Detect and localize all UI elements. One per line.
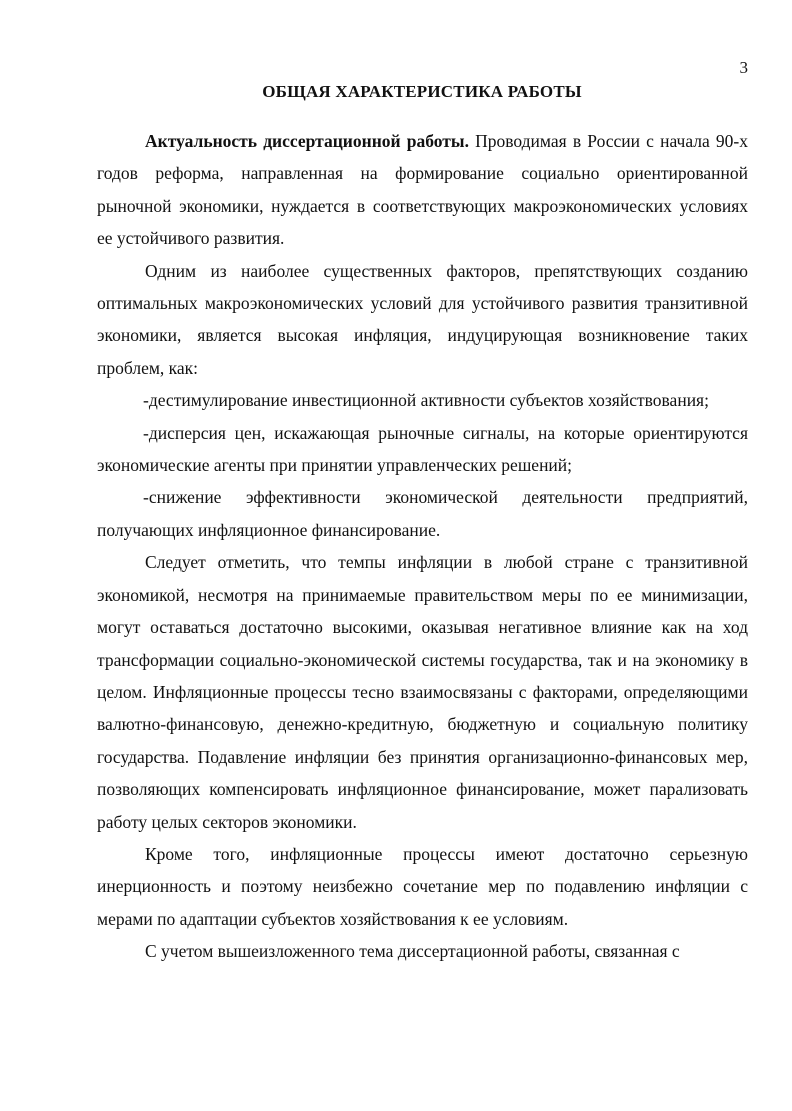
body-text [97,125,748,968]
paragraph-relevance [97,125,748,255]
paragraph-inflation-rates: Следует отметить, что темпы инфляции в любой стране с транзитивной экономикой, несмотря на принимаемые правительством меры по ее минимизации, могут оставаться достаточно высокими, оказывая негативное влияние как на ход трансформации социально-экономической системы государства, так и на экономику в целом. Инфляционные процессы тесно взаимосвязаны с факторами, определяющими валютно-финансовую, денежно-кредитную, бюджетную и социальную политику государства. Подавление инфляции без принятия организационно-финансовых мер, позволяющих компенсировать инфляционное финансирование, может парализовать работу целых секторов экономики. [97,552,748,832]
list-item-price-dispersion: -дисперсия цен, искажающая рыночные сигналы, на которые ориентируются экономические агенты при принятии управленческих решений; [97,422,748,476]
list-item-efficiency-decline: -снижение эффективности экономической деятельности предприятий, получающих инфляционное финансирование. [97,487,748,540]
page-title: ОБЩАЯ ХАРАКТЕРИСТИКА РАБОТЫ [262,82,582,101]
paragraph-lead: Актуальность диссертационной работы. [145,131,469,151]
paragraph-inflation-factor: Одним из наиболее существенных факторов, препятствующих созданию оптимальных макроэкономических условий для устойчивого развития транзитивной экономики, является высокая инфляция, индуцирующая возникновение таких проблем, как: [97,260,748,378]
list-item-destimulation: -дестимулирование инвестиционной активности субъектов хозяйствования; [143,390,709,411]
paragraph-topic: С учетом вышеизложенного тема диссертационной работы, связанная с [145,941,680,962]
paragraph-inertia: Кроме того, инфляционные процессы имеют достаточно серьезную инерционность и поэтому неизбежно сочетание мер по подавлению инфляции с мерами по адаптации субъектов хозяйствования к ее условиям. [97,843,748,929]
page-number: 3 [739,58,748,77]
paragraph-text: Проводимая в России с начала 90-х годов реформа, направленная на формирование социально ориентированной рыночной экономики, нуждается в соответствующих макроэкономических условиях ее устойчивого развития. [97,131,749,249]
